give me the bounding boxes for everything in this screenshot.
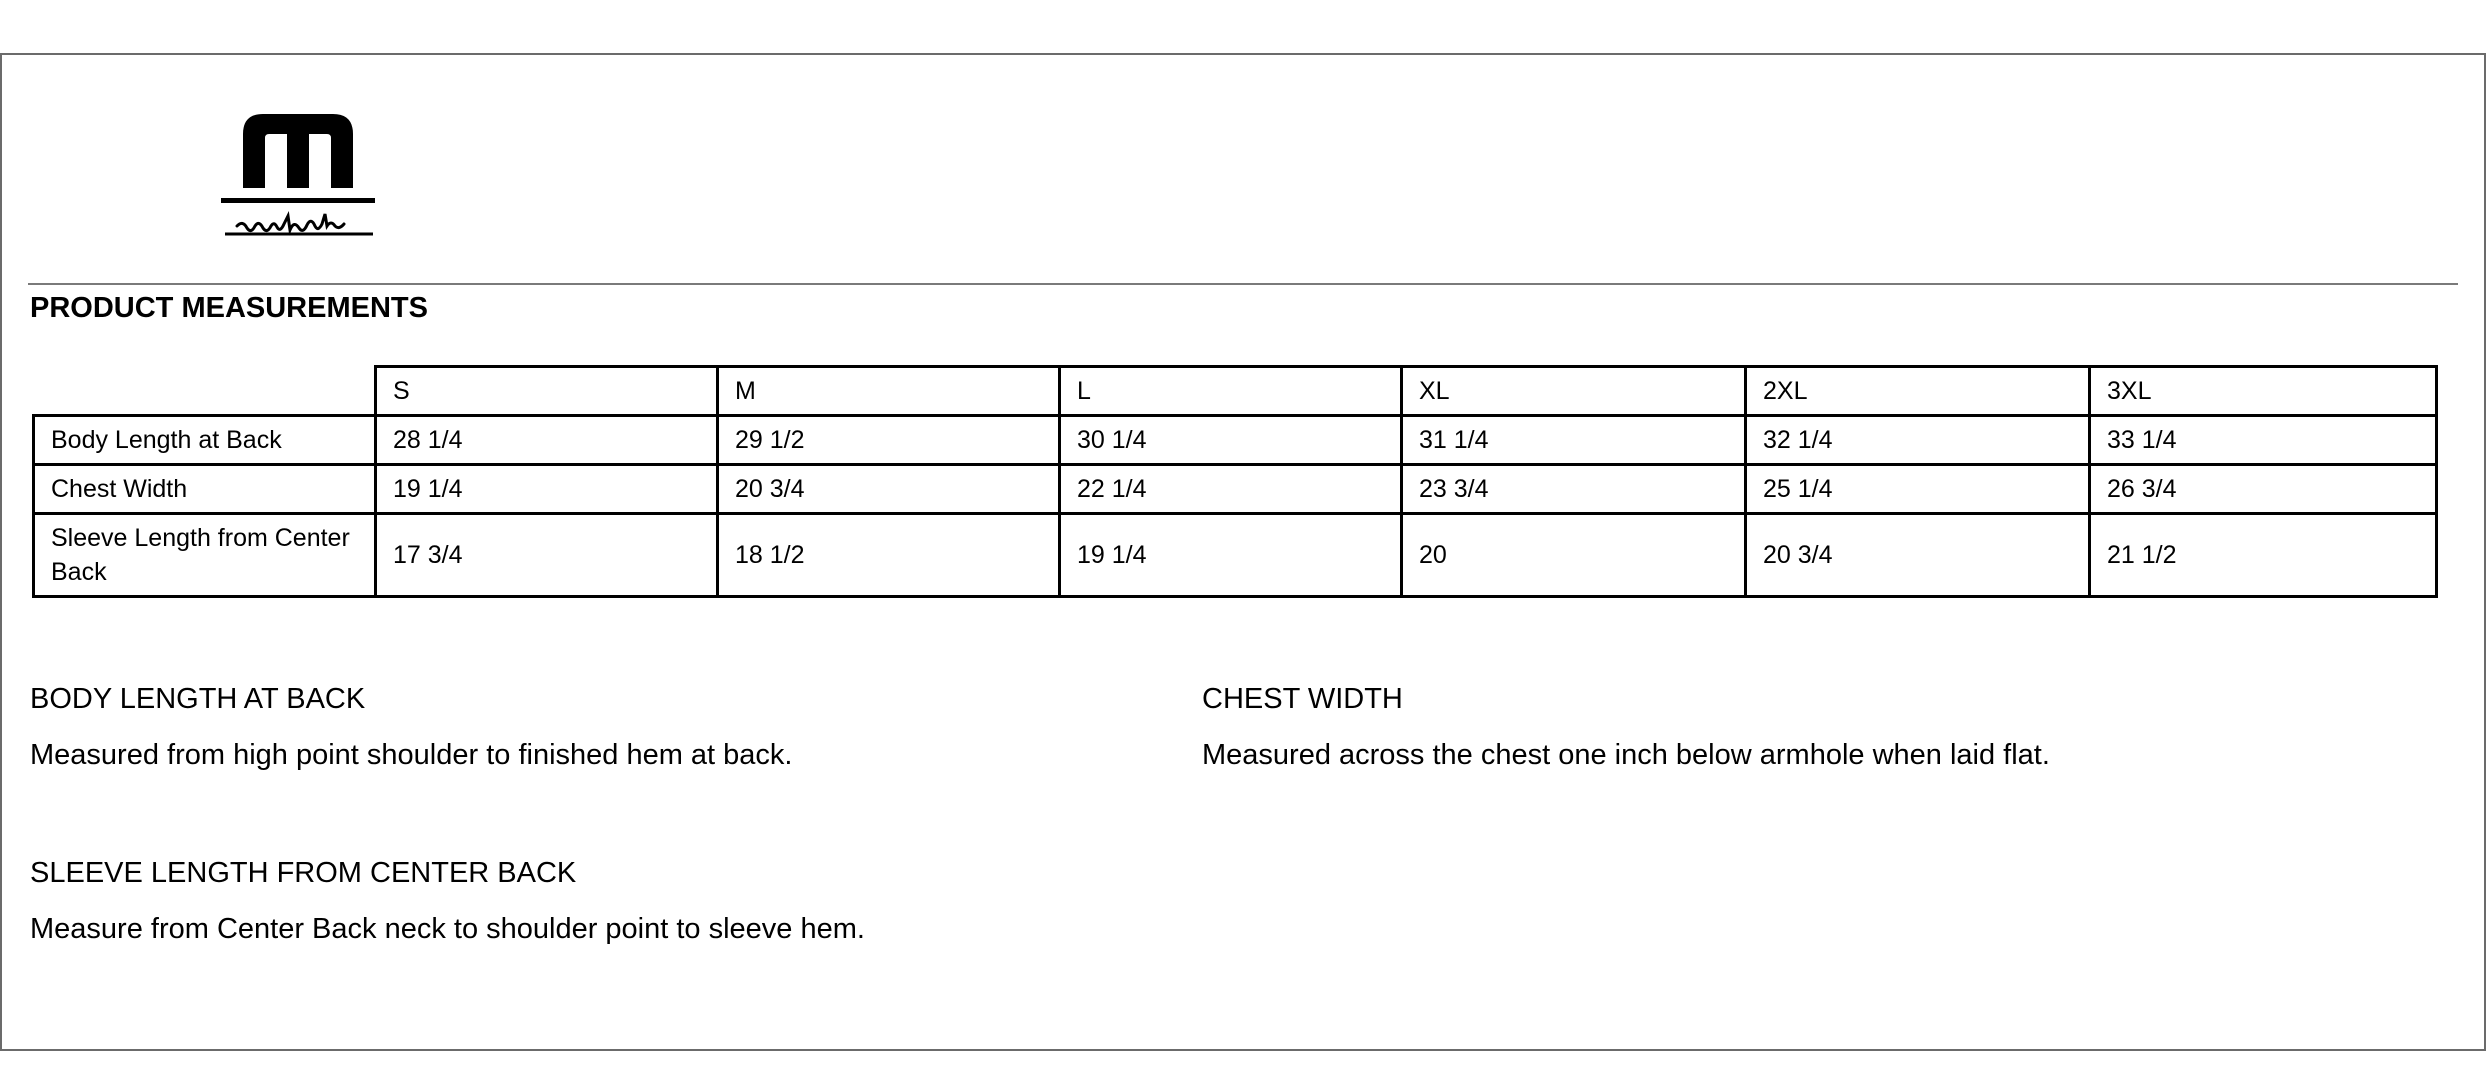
definition-text: Measured from high point shoulder to finished hem at back. [30, 739, 793, 771]
definition-chest-width [1202, 683, 2050, 772]
definition-body-length [30, 683, 792, 772]
table-cell: 29 1/2 [718, 416, 1060, 465]
table-row [34, 514, 2437, 597]
table-cell: 21 1/2 [2090, 514, 2437, 597]
size-header-3xl: 3XL [2090, 367, 2437, 416]
travismathew-logo-icon [215, 108, 385, 248]
size-header-xl: XL [1402, 367, 1746, 416]
size-header-2xl: 2XL [1746, 367, 2090, 416]
table-cell: 22 1/4 [1060, 465, 1402, 514]
size-header-l: L [1060, 367, 1402, 416]
definition-text: Measure from Center Back neck to shoulder point to sleeve hem. [30, 913, 865, 945]
table-cell: 28 1/4 [376, 416, 718, 465]
header-divider [28, 283, 2458, 285]
table-header-row [34, 367, 2437, 416]
table-cell: 32 1/4 [1746, 416, 2090, 465]
table-cell: 20 3/4 [718, 465, 1060, 514]
definition-text: Measured across the chest one inch below armhole when laid flat. [1202, 739, 2050, 771]
table-cell: 33 1/4 [2090, 416, 2437, 465]
table-cell: 20 [1402, 514, 1746, 597]
row-label-body-length: Body Length at Back [34, 416, 376, 465]
definition-heading: BODY LENGTH AT BACK [30, 683, 366, 715]
size-measurements-table [32, 365, 2438, 598]
table-row [34, 416, 2437, 465]
table-cell: 19 1/4 [376, 465, 718, 514]
table-corner-cell [34, 367, 376, 416]
table-cell: 31 1/4 [1402, 416, 1746, 465]
brand-logo [215, 108, 385, 248]
table-cell: 30 1/4 [1060, 416, 1402, 465]
row-label-sleeve-length: Sleeve Length from Center Back [34, 514, 376, 597]
size-header-m: M [718, 367, 1060, 416]
definition-sleeve-length [30, 857, 865, 946]
page-title: PRODUCT MEASUREMENTS [30, 292, 428, 324]
table-cell: 18 1/2 [718, 514, 1060, 597]
table-cell: 19 1/4 [1060, 514, 1402, 597]
table-cell: 26 3/4 [2090, 465, 2437, 514]
table-cell: 23 3/4 [1402, 465, 1746, 514]
definition-heading: SLEEVE LENGTH FROM CENTER BACK [30, 857, 577, 889]
definition-heading: CHEST WIDTH [1202, 683, 1403, 715]
table-cell: 17 3/4 [376, 514, 718, 597]
row-label-chest-width: Chest Width [34, 465, 376, 514]
size-header-s: S [376, 367, 718, 416]
table-row [34, 465, 2437, 514]
table-cell: 20 3/4 [1746, 514, 2090, 597]
table-cell: 25 1/4 [1746, 465, 2090, 514]
